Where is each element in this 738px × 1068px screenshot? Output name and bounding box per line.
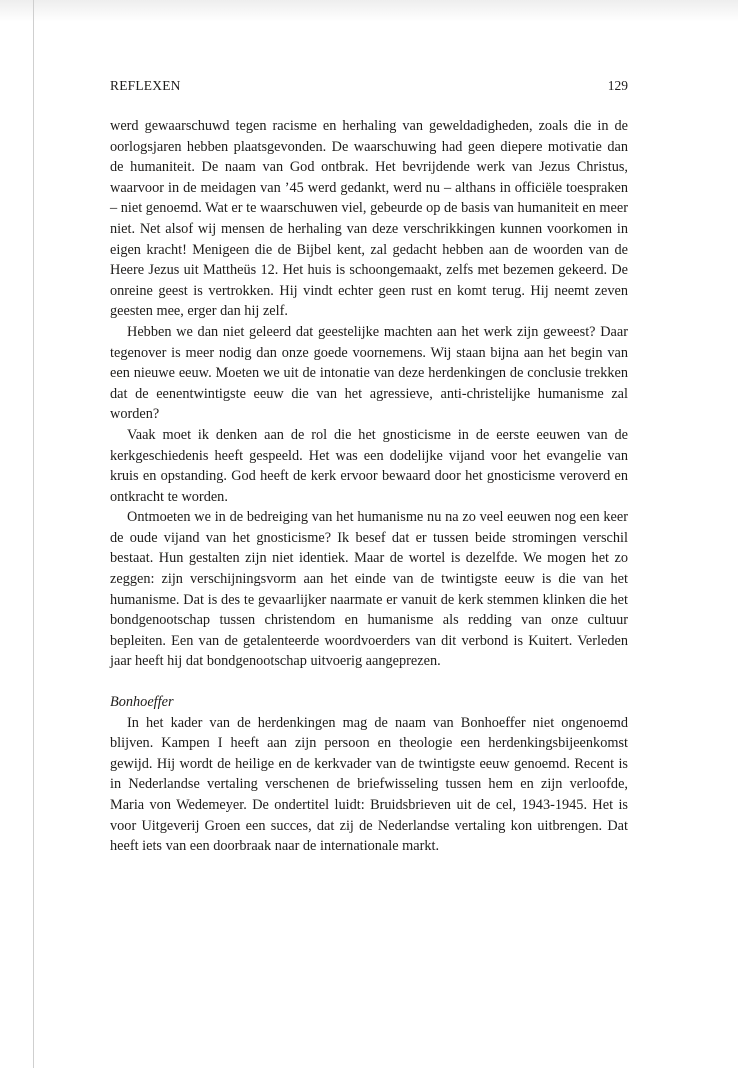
paragraph-1: werd gewaarschuwd tegen racisme en herhaling van geweldadigheden, zoals die in de oorlogsjaren hebben plaatsgevonden. De waarschuwing had geen diepere motivatie dan de humaniteit. De naam van God ontbrak. Het bevrijdende werk van Jezus Christus, waarvoor in de meidagen van ’45 werd gedankt, werd nu – althans in officiële toespraken – niet genoemd. Wat er te waarschuwen viel, gebeurde op de basis van humaniteit en meer niet. Net alsof wij mensen de herhaling van deze verschrikkingen kunnen voorkomen in eigen kracht! Menigeen die de Bijbel kent, zal gedacht hebben aan de woorden van de Heere Jezus uit Mattheüs 12. Het huis is schoongemaakt, zelfs met bezemen gekeerd. De onreine geest is vertrokken. Hij vindt echter geen rust en komt terug. Hij neemt zeven geesten mee, erger dan hij zelf. xyxy=(110,118,628,320)
page-number: 129 xyxy=(607,78,628,93)
body-text xyxy=(110,116,628,857)
paragraph-2: Hebben we dan niet geleerd dat geestelijke machten aan het werk zijn geweest? Daar tegenover is meer nodig dan onze goede voornemens. Wij staan bijna aan het begin van een nieuwe eeuw. Moeten we uit de intonatie van deze herdenkingen de conclusie trekken dat de eenentwintigste eeuw die van het agressieve, anti-christelijke humanisme zal worden? xyxy=(110,323,628,423)
binding-edge xyxy=(33,0,34,1068)
paragraph-4: Ontmoeten we in de bedreiging van het humanisme nu na zo veel eeuwen nog een keer de oude vijand van het gnosticisme? Ik besef dat er tussen beide stromingen verschil bestaat. Hun gestalten zijn niet identiek. Maar de wortel is dezelfde. We mogen het zo zeggen: zijn verschijningsvorm aan het einde van de twintigste eeuw is die van het humanisme. Dat is des te gevaarlijker naarmate er vanuit de kerk stemmen klinken die het bondgenootschap tussen christendom en humanisme als redding van onze cultuur bepleiten. Een van de getalenteerde woordvoerders van dit verbond is Kuitert. Verleden jaar heeft hij dat bondgenootschap uitvoerig aangeprezen. xyxy=(110,509,628,670)
paragraph-3: Vaak moet ik denken aan de rol die het gnosticisme in de eerste eeuwen van de kerkgeschiedenis heeft gespeeld. Het was een dodelijke vijand voor het evangelie van kruis en opstanding. God heeft de kerk ervoor bewaard door het gnosticisme veroverd en ontkracht te worden. xyxy=(110,426,628,505)
section-paragraph: In het kader van de herdenkingen mag de naam van Bonhoeffer niet ongenoemd blijven. Kampen I heeft aan zijn persoon en theologie een herdenkingsbijeenkomst gewijd. Hij wordt de heilige en de kerkvader van de twintigste eeuw genoemd. Recent is in Nederlandse vertaling verschenen de briefwisseling tussen hem en zijn verloofde, Maria von Wedemeyer. De ondertitel luidt: Bruidsbrieven uit de cel, 1943-1945. Het is voor Uitgeverij Groen een succes, dat zij de Nederlandse vertaling kon uitbrengen. Dat heeft iets van een doorbraak naar de internationale markt. xyxy=(110,714,628,855)
section-heading: Bonhoeffer xyxy=(110,694,174,711)
running-head: REFLEXEN xyxy=(110,78,181,93)
scan-shadow xyxy=(0,0,738,22)
